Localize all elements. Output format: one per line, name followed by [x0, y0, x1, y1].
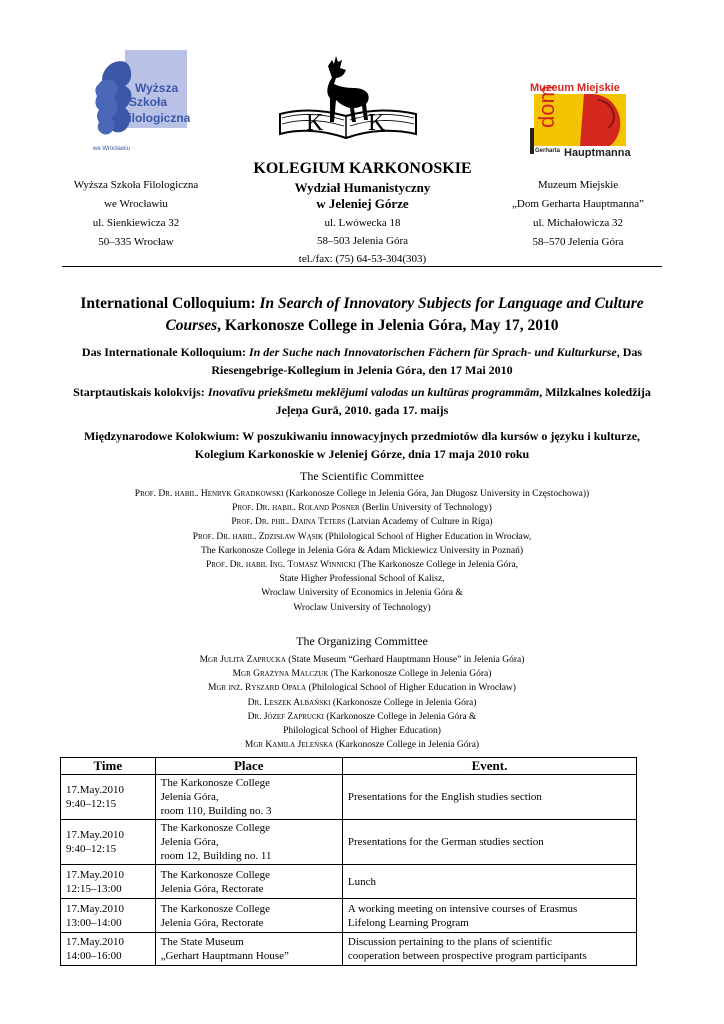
member-name: Prof. Dr. habil. Zdzisław Wąsik — [192, 531, 323, 542]
table-row — [61, 933, 637, 966]
member-affiliation: (Philological School of Higher Education in Wrocław) — [306, 683, 516, 694]
committee-member — [62, 696, 662, 710]
title-latvian-post: , Milzkalnes koledžija Jeļeņa Gurā, 2010. gada 17. maijs — [275, 385, 651, 417]
place-line: Jelenia Góra, — [160, 791, 219, 803]
title-polish: Międzynarodowe Kolokwium: W poszukiwaniu innowacyjnych przedmiotów dla kursów o języku i kulturze, Kolegium Karkonoskie w Jeleniej Górze, dnia 17 maja 2010 roku — [83, 429, 641, 461]
member-name: Dr. Leszek Albański — [247, 697, 331, 708]
organizing-committee-heading: The Organizing Committee — [296, 634, 428, 648]
institution-left-line: Wyższa Szkoła Filologiczna — [73, 179, 199, 191]
institution-left-line: 50–335 Wrocław — [98, 236, 174, 248]
place-line: Jelenia Góra, — [160, 836, 219, 848]
member-name: Mgr Kamila Jeleńska — [244, 740, 334, 751]
time-date: 17.May.2010 — [66, 829, 124, 841]
time-range: 12:15–13:00 — [66, 882, 122, 895]
museum-logo-top: Muzeum Miejskie — [530, 82, 620, 94]
title-english — [62, 293, 662, 337]
title-english-pre: International Colloquium: — [80, 295, 260, 312]
member-name: Mgr Julita Zaprucka — [199, 655, 286, 665]
place-line: Jelenia Góra, Rectorate — [160, 882, 264, 895]
event-line: Discussion pertaining to the plans of scientific — [347, 936, 552, 948]
place-line: Jelenia Góra, Rectorate — [160, 916, 264, 929]
time-date: 17.May.2010 — [66, 868, 124, 881]
title-german-post: , Das Riesengebrige-Kollegium in Jelenia Góra, den 17 Mai 2010 — [211, 345, 643, 377]
schedule-table — [60, 757, 637, 966]
member-affiliation: (State Museum “Gerhard Hauptmann House” in Jelenia Góra) — [285, 655, 525, 665]
cell-time — [61, 820, 156, 865]
cell-time — [61, 865, 156, 899]
time-date: 17.May.2010 — [66, 902, 124, 915]
college-address-line: ul. Lwówecka 18 — [324, 217, 401, 229]
title-latvian-italic: Inovatīvu priekšmetu meklējumi valodas un kultūras programmām — [207, 385, 540, 399]
cell-place — [155, 775, 342, 820]
title-english-italic: In Search of Innovatory Subjects for Language and Culture Courses — [165, 295, 644, 334]
table-row — [61, 865, 637, 899]
member-name: Prof. Dr. habil. Roland Posner — [232, 503, 360, 514]
museum-logo-graphic — [528, 80, 647, 158]
place-line: „Gerhart Hauptmann House” — [160, 950, 289, 962]
table-row — [61, 820, 637, 865]
event-line: Lifelong Learning Program — [347, 916, 469, 929]
wsf-logo-line3: Filologiczna — [121, 111, 190, 125]
cell-place — [155, 820, 342, 865]
title-german-pre: Das Internationale Kolloquium: — [81, 345, 249, 359]
museum-logo-vertical: dom — [534, 85, 559, 128]
wsf-logo — [85, 50, 190, 162]
event-line: cooperation between prospective program participants — [347, 950, 587, 962]
member-affiliation: (The Karkonosze College in Jelenia Góra, — [355, 560, 519, 571]
title-english-post: , Karkonosze College in Jelenia Góra, May 17, 2010 — [217, 317, 559, 334]
title-latvian-pre: Starptautiskais kolokvijs: — [73, 385, 208, 399]
committee-member — [62, 681, 662, 695]
member-name: Prof. Dr. habil Ing. Tomasz Winnicki — [205, 560, 356, 571]
place-line: The Karkonosze College — [160, 822, 270, 834]
scientific-committee-list — [62, 487, 662, 615]
institution-left-line: ul. Sienkiewicza 32 — [92, 217, 180, 229]
member-affiliation: (The Karkonosze College in Jelenia Góra) — [328, 669, 492, 680]
member-affiliation: (Philological School of Higher Education in Wrocław, — [323, 531, 532, 542]
cell-event — [342, 865, 636, 899]
cell-event — [342, 899, 636, 933]
institution-right-line: Muzeum Miejskie — [537, 179, 619, 191]
wsf-logo-small: we Wrocławiu — [93, 146, 130, 152]
wsf-logo-line1: Wyższa — [135, 81, 179, 95]
museum-logo-bottom-big: Hauptmanna — [564, 147, 631, 158]
cell-time — [61, 933, 156, 966]
member-name: Mgr Grażyna Malczuk — [232, 669, 329, 680]
kk-logo — [270, 52, 425, 152]
wsf-logo-graphic — [85, 50, 190, 162]
event-line: Presentations for the German studies section — [347, 836, 544, 848]
cell-place — [155, 933, 342, 966]
table-row — [61, 775, 637, 820]
cell-place — [155, 899, 342, 933]
committee-member — [62, 515, 662, 529]
place-line: The Karkonosze College — [160, 777, 270, 789]
committee-member — [62, 738, 662, 752]
institution-right-line: ul. Michałowicza 32 — [532, 217, 624, 229]
member-affiliation: (Karkonosze College in Jelenia Góra, Jan Długosz University in Częstochowa)) — [283, 489, 590, 499]
cell-event — [342, 820, 636, 865]
kk-logo-graphic — [270, 52, 425, 152]
table-row — [61, 899, 637, 933]
title-latvian — [62, 383, 662, 419]
header-time: Time — [61, 758, 156, 775]
kk-logo-letter-left: K — [306, 110, 324, 136]
time-range: 13:00–14:00 — [66, 916, 122, 929]
time-range: 9:40–12:15 — [66, 843, 117, 855]
place-line: The Karkonosze College — [160, 902, 270, 915]
scientific-committee-heading: The Scientific Committee — [300, 469, 424, 483]
cell-event — [342, 933, 636, 966]
committee-member — [62, 487, 662, 501]
time-range: 14:00–16:00 — [66, 950, 122, 962]
title-german-italic: In der Suche nach Innovatorischen Fächern für Sprach- und Kulturkurse — [248, 345, 617, 359]
header-divider — [62, 266, 662, 267]
member-affiliation-cont: The Karkonosze College in Jelenia Góra & Adam Mickiewicz University in Poznań) — [200, 545, 524, 556]
event-line: Lunch — [347, 875, 376, 888]
college-faculty: Wydział Humanistyczny — [294, 180, 431, 195]
organizing-committee-list — [62, 653, 662, 752]
place-line: The State Museum — [160, 936, 244, 948]
institution-right — [504, 176, 652, 252]
member-affiliation: (Berlin University of Technology) — [359, 503, 492, 514]
college-city: w Jeleniej Górze — [316, 196, 409, 211]
committee-member — [62, 653, 662, 667]
member-affiliation: (Latvian Academy of Culture in Riga) — [345, 517, 493, 528]
cell-event — [342, 775, 636, 820]
member-affiliation-cont: Wroclaw University of Economics in Jelenia Góra & — [261, 588, 463, 599]
institution-center — [205, 158, 520, 268]
member-name: Prof. Dr. phil. Daina Teters — [231, 517, 346, 528]
wsf-logo-line2: Szkoła — [129, 95, 168, 109]
college-phone: tel./fax: (75) 64-53-304(303) — [298, 253, 427, 265]
committee-member — [62, 501, 662, 515]
member-affiliation-cont: Wroclaw University of Technology) — [293, 602, 431, 613]
member-name: Mgr inż. Ryszard Opala — [208, 683, 307, 694]
time-date: 17.May.2010 — [66, 784, 124, 796]
college-title: KOLEGIUM KARKONOSKIE — [253, 160, 472, 177]
time-date: 17.May.2010 — [66, 936, 124, 948]
member-affiliation-cont: Philological School of Higher Education) — [283, 726, 441, 737]
committee-member — [62, 558, 662, 572]
cell-time — [61, 899, 156, 933]
schedule-header-row — [61, 758, 637, 775]
cell-place — [155, 865, 342, 899]
member-affiliation-cont: State Higher Professional School of Kalisz, — [279, 574, 445, 585]
cell-time — [61, 775, 156, 820]
place-line: room 110, Building no. 3 — [160, 805, 272, 817]
member-affiliation: (Karkonosze College in Jelenia Góra) — [330, 697, 477, 708]
museum-logo — [528, 80, 647, 158]
event-line: A working meeting on intensive courses of Erasmus — [347, 902, 578, 915]
committee-member — [62, 667, 662, 681]
kk-logo-letter-right: K — [368, 110, 386, 136]
title-german — [62, 343, 662, 379]
member-affiliation: (Karkonosze College in Jelenia Góra & — [323, 711, 477, 722]
member-name: Dr. Józef Zaprucki — [247, 711, 324, 722]
event-line: Presentations for the English studies section — [347, 791, 542, 803]
time-range: 9:40–12:15 — [66, 798, 117, 810]
committee-member — [62, 530, 662, 544]
place-line: room 12, Building no. 11 — [160, 850, 272, 862]
member-affiliation: (Karkonosze College in Jelenia Góra) — [333, 740, 480, 751]
museum-logo-bottom-small: Gerharta — [535, 148, 561, 154]
institution-left-line: we Wrocławiu — [104, 198, 168, 210]
institution-right-line: „Dom Gerharta Hauptmanna” — [512, 198, 644, 210]
member-name: Prof. Dr. habil. Henryk Gradkowski — [134, 489, 284, 499]
header-place: Place — [155, 758, 342, 775]
institution-left — [62, 176, 210, 252]
institution-right-line: 58–570 Jelenia Góra — [532, 236, 624, 248]
header-event: Event. — [342, 758, 636, 775]
committee-member — [62, 710, 662, 724]
place-line: The Karkonosze College — [160, 868, 270, 881]
college-address-line: 58–503 Jelenia Góra — [316, 235, 409, 247]
